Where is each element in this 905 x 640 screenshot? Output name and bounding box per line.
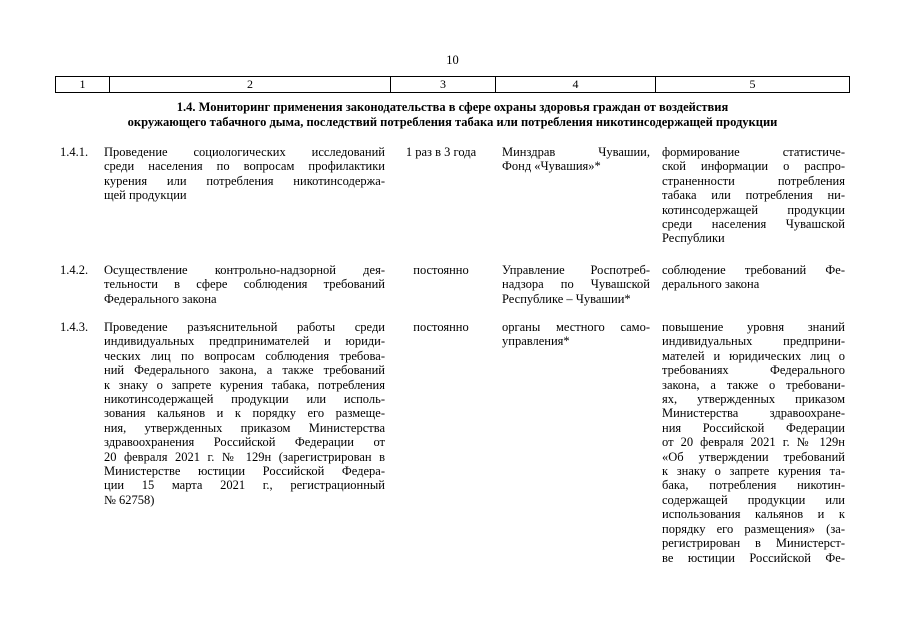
row-number: 1.4.1. — [60, 145, 89, 159]
text-line: содержащей продукции или — [662, 492, 845, 507]
page-number: 10 — [446, 53, 459, 67]
text-line: среди населения по вопросам профилактики — [104, 159, 385, 174]
text-line: ния Российской Федерации — [662, 420, 845, 435]
text-line: дерального закона — [662, 277, 760, 292]
text-line: требованиях Федерального — [662, 363, 845, 378]
text-line: Министерства здравоохране- — [662, 406, 845, 421]
text-line: мателей и юридических лиц о — [662, 348, 845, 363]
text-line: порядку его размещения» (за- — [662, 521, 845, 536]
text-line: ве юстиции Российской Фе- — [662, 550, 845, 565]
text-line: Республики — [662, 231, 725, 246]
row-activity — [104, 320, 385, 507]
row-executor — [502, 320, 650, 349]
row-result — [662, 263, 845, 292]
text-line: соблюдение требований Фе- — [662, 263, 845, 277]
text-line: Федерального закона — [104, 291, 217, 306]
text-line: бака, потребления никотин- — [662, 478, 845, 493]
text-line: тельности в сфере соблюдения требований — [104, 277, 385, 292]
text-line: органы местного само- — [502, 320, 650, 334]
text-line: табака или потребления ни- — [662, 188, 845, 203]
row-activity — [104, 263, 385, 306]
text-line: курения или потребления никотинсодержа- — [104, 173, 385, 188]
text-line: Республике – Чувашии* — [502, 291, 631, 306]
text-line: «Об утверждении требований — [662, 449, 845, 464]
row-term: постоянно — [413, 320, 469, 334]
row-number: 1.4.2. — [60, 263, 89, 277]
row-result — [662, 145, 845, 246]
row-executor — [502, 263, 650, 306]
text-line: использования кальянов и к — [662, 507, 845, 522]
section-title-line: окружающего табачного дыма, последствий потребления табака или потребления никотинсодержащей продукции — [127, 115, 778, 129]
row-result — [662, 320, 845, 565]
text-line: № 62758) — [104, 492, 155, 507]
text-line: к знаку о запрете курения табака, потребления — [104, 377, 385, 392]
text-line: индивидуальных предпринимателей и юриди- — [104, 334, 385, 349]
text-line: среди населения Чувашской — [662, 217, 845, 232]
header-col-3: 3 — [391, 77, 496, 92]
table-header-row — [55, 76, 850, 93]
header-col-2: 2 — [110, 77, 391, 92]
text-line: Проведение социологических исследований — [104, 145, 385, 159]
text-line: Осуществление контрольно-надзорной дея- — [104, 263, 385, 277]
text-line: ния, утвержденных приказом Министерства — [104, 420, 385, 435]
row-term: 1 раз в 3 года — [405, 145, 477, 159]
header-col-4: 4 — [496, 77, 656, 92]
text-line: страненности потребления — [662, 173, 845, 188]
text-line: щей продукции — [104, 188, 187, 203]
text-line: повышение уровня знаний — [662, 320, 845, 334]
row-activity — [104, 145, 385, 203]
text-line: Проведение разъяснительной работы среди — [104, 320, 385, 334]
row-executor — [502, 145, 650, 174]
text-line: зования кальянов и к порядку его размеще- — [104, 406, 385, 421]
text-line: закона, а также о требовани- — [662, 377, 845, 392]
text-line: 20 февраля 2021 г. № 129н (зарегистрирован в — [104, 449, 385, 464]
text-line: от 20 февраля 2021 г. № 129н — [662, 435, 845, 450]
row-number: 1.4.3. — [60, 320, 89, 334]
text-line: формирование статистиче- — [662, 145, 845, 159]
row-term: постоянно — [413, 263, 469, 277]
text-line: ческих лиц по вопросам соблюдения требова- — [104, 348, 385, 363]
text-line: регистрирован в Министерст- — [662, 536, 845, 551]
text-line: ний Федерального закона, а также требований — [104, 363, 385, 378]
section-title — [55, 100, 850, 130]
text-line: ции 15 марта 2021 г., регистрационный — [104, 478, 385, 493]
text-line: Фонд «Чувашия»* — [502, 159, 601, 174]
header-col-1: 1 — [55, 77, 110, 92]
header-col-5: 5 — [656, 77, 850, 92]
text-line: надзора по Чувашской — [502, 277, 650, 292]
text-line: Минздрав Чувашии, — [502, 145, 650, 159]
text-line: Управление Роспотреб- — [502, 263, 650, 277]
text-line: здравоохранения Российской Федерации от — [104, 435, 385, 450]
text-line: управления* — [502, 334, 570, 349]
text-line: к знаку о запрете курения та- — [662, 464, 845, 479]
text-line: ской информации о распро- — [662, 159, 845, 174]
text-line: Министерстве юстиции Российской Федера- — [104, 464, 385, 479]
text-line: ях, утвержденных приказом — [662, 392, 845, 407]
text-line: никотинсодержащей продукции или исполь- — [104, 392, 385, 407]
text-line: котинсодержащей продукции — [662, 202, 845, 217]
text-line: индивидуальных предприни- — [662, 334, 845, 349]
section-title-line: 1.4. Мониторинг применения законодательства в сфере охраны здоровья граждан от воздействия — [176, 100, 729, 114]
